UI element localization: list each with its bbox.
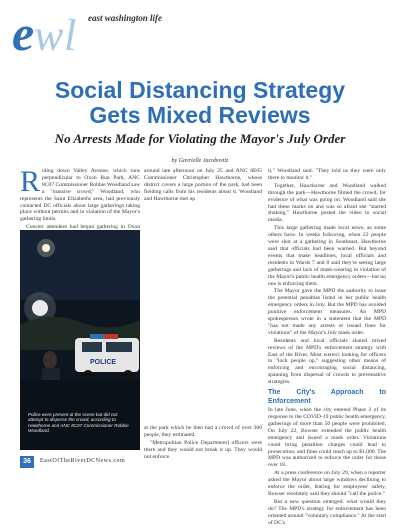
page-number: 36 — [20, 456, 34, 468]
paragraph: iding down Valley Avenue, which runs perpendicular to Oxon Run Park, ANC 8C07 Commissioner Robbie Woodland saw a "massive crowd," Woodland, who represents the Saint Elizabeths area, had previously contacted DC officials about large gatherings taking place without permits and in violation of the Mayor's gathering limits. — [20, 168, 140, 223]
paragraph: The Mayor gave the MPD the authority to issue the potential penalties listed in her public health emergency orders in July. But the MPD has avoided punitive enforcement measures. An MPD spokesperson wrote in a statement that the MPD "has not made any arrests or issued fines for violations" of the Mayor's July mask order. — [268, 288, 386, 336]
headline — [0, 78, 400, 128]
article-column-2 — [144, 168, 262, 204]
site-url: EastOfTheRiverDCNews.com — [40, 458, 126, 464]
paragraph: But a new question emerged: what would they do? The MPD's strategy for enforcement has been oriented around "voluntary compliance." At the start of DC's — [268, 498, 386, 526]
section-title: east washington life — [88, 13, 163, 23]
page-header — [0, 0, 400, 62]
svg-text:w: w — [34, 11, 64, 60]
ewl-logo — [12, 5, 82, 61]
photo-caption: Police were present at the scene but did not attempt to disperse the crowd, according to Hawthorne and ANC 8C07 Commissioner Robbie Woodland. — [28, 412, 129, 434]
article-column-3 — [268, 168, 386, 528]
police-car-text: POLICE — [90, 359, 117, 366]
paragraph: "Metropolitan Police Department] officers were there and they would not break it up. They would not enforce — [144, 439, 262, 460]
section-heading: The City's Approach to Enforcement — [268, 389, 386, 406]
article-column-1 — [20, 165, 140, 239]
paragraph: Together, Hawthorne and Woodland walked through the park—Hawthorne filmed the crowd, for evidence of what was going on. Woodland said she had these marks on and was so afraid she "started shaking." Hawthorne posted the video to social media. — [268, 182, 386, 224]
svg-text:l: l — [64, 11, 77, 60]
byline: by Gavrielle Jacobovitz — [171, 158, 229, 164]
paragraph: around late afternoon on July 25 and ANC 8E05 Commissioner Christopher Hawthorne, whose district covers a large portion of the park, had been fielding calls from his residents about it. Woodland and Hawthorne met up — [144, 168, 262, 202]
subheadline: No Arrests Made for Violating the Mayor's July Order — [54, 131, 346, 146]
page-footer — [20, 456, 380, 470]
paragraph: In late June, when the city entered Phase 2 of its response to the COVID-19 public health emergency, gatherings of more than 50 people were prohibited. On July 22, Bowser extended the public health emergency and issued a mask order. Violations could bring penalties: charges could lead to prosecution, and fines could reach up to $1,000. The MPD was authorized to enforce the order for those over 18. — [268, 407, 386, 469]
paragraph: Residents and local officials shared mixed reviews of the MPD's enforcement strategy with East of the River. Most weren't looking for officers to "lock people up," suggesting other means of enforcing and encouraging social distancing, spanning from dispersal of crowds to preventative strategies. — [268, 337, 386, 386]
paragraph: at the park which he then had a crowd of over 300 people, they estimated. — [144, 425, 262, 438]
paragraph: At a press conference on July 29, when a reporter asked the Mayor about large windows declining to enforce the order, fearing for employees' safety, Bowser resolutely said they should "call the police." — [268, 470, 386, 497]
drop-cap: R — [20, 165, 41, 198]
svg-text:e: e — [12, 5, 35, 61]
paragraph: it," Woodland said. "They told us they were only there to monitor it." — [268, 168, 386, 181]
headline-line-1: Social Distancing Strategy — [54, 77, 346, 103]
headline-line-2: Gets Mixed Reviews — [89, 102, 311, 128]
paragraph: Concert attendees had begun gathering in Oxon — [26, 224, 140, 231]
paragraph: This large gathering made local news, as some others have. In weeks following, when 22 people were shot at a gathering in Southeast, Hawthorne said that officials had been warned. But beyond events that make headlines, local officials and residents in Wards 7 and 8 said they're seeing large gatherings and lack of mask-wearing in violation of the Mayor's public health emergency orders—but no one is enforcing them. — [268, 225, 386, 287]
